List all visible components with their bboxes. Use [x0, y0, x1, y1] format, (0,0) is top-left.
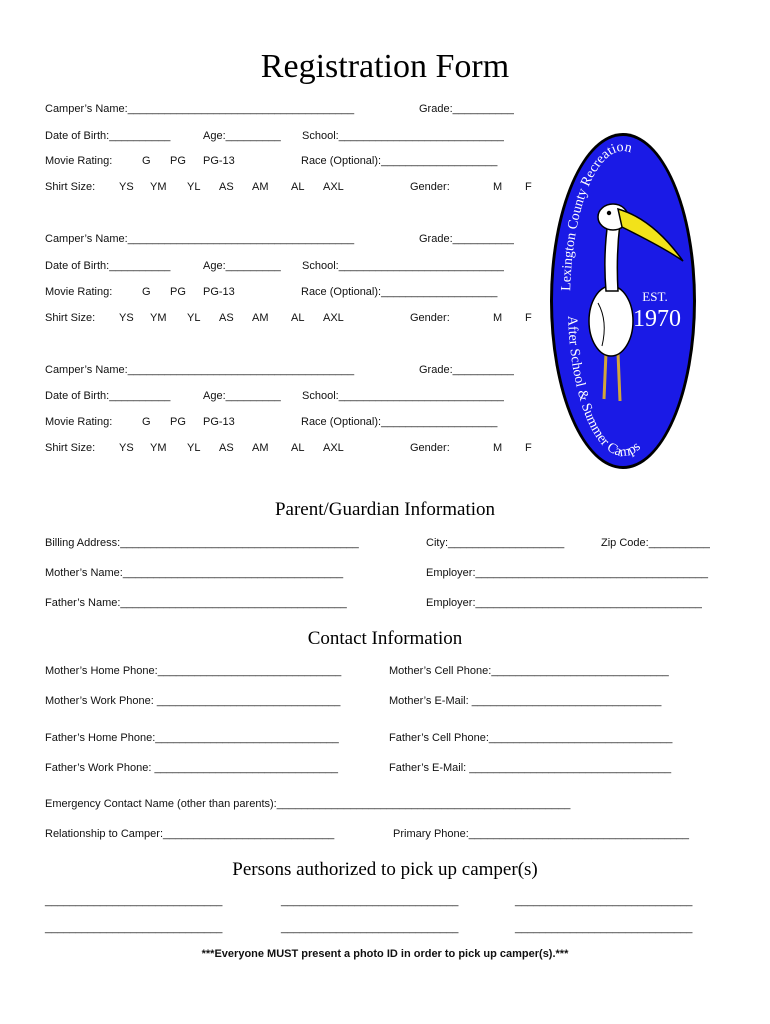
logo-est-text: EST.: [642, 289, 668, 304]
race-field[interactable]: Race (Optional):___________________: [301, 286, 498, 298]
mother-name-field[interactable]: Mother’s Name:____________________________________: [45, 567, 344, 579]
pickup-person-field[interactable]: _____________________________: [515, 895, 693, 907]
mother-home-phone-field[interactable]: Mother’s Home Phone:______________________________: [45, 665, 342, 677]
father-home-phone-field[interactable]: Father’s Home Phone:______________________________: [45, 732, 339, 744]
pickup-person-field[interactable]: _____________________________: [45, 922, 223, 934]
logo-year-text: 1970: [633, 306, 681, 332]
shirt-option-ym[interactable]: YM: [150, 312, 167, 324]
gender-label: Gender:: [410, 442, 450, 454]
billing-row: [45, 537, 735, 553]
pickup-person-field[interactable]: _____________________________: [45, 895, 223, 907]
race-field[interactable]: Race (Optional):___________________: [301, 155, 498, 167]
age-field[interactable]: Age:_________: [203, 130, 281, 142]
contact-information-heading: Contact Information: [307, 628, 463, 649]
shirt-option-al[interactable]: AL: [291, 442, 305, 454]
shirt-option-al[interactable]: AL: [291, 312, 305, 324]
dob-field[interactable]: Date of Birth:__________: [45, 130, 171, 142]
gender-option-f[interactable]: F: [525, 442, 532, 454]
gender-option-m[interactable]: M: [493, 312, 503, 324]
shirt-size-label: Shirt Size:: [45, 442, 96, 454]
shirt-option-ym[interactable]: YM: [150, 442, 167, 454]
gender-option-m[interactable]: M: [493, 181, 503, 193]
pickup-row-1: [45, 895, 735, 911]
shirt-option-axl[interactable]: AXL: [323, 181, 344, 193]
logo-arc-bottom-text: After School & Summer Camps: [564, 315, 644, 461]
form-title: Registration Form: [260, 48, 510, 85]
shirt-option-yl[interactable]: YL: [187, 181, 201, 193]
camper-name-field[interactable]: Camper’s Name:_____________________________________: [45, 364, 355, 376]
movie-rating-label: Movie Rating:: [45, 416, 113, 428]
relationship-row: [45, 828, 735, 844]
dob-field[interactable]: Date of Birth:__________: [45, 390, 171, 402]
father-email-field[interactable]: Father’s E-Mail: _________________________________: [389, 762, 672, 774]
mother-employer-field[interactable]: Employer:______________________________________: [426, 567, 708, 579]
shirt-option-yl[interactable]: YL: [187, 312, 201, 324]
shirt-option-as[interactable]: AS: [219, 312, 234, 324]
father-work-phone-field[interactable]: Father’s Work Phone: ______________________________: [45, 762, 338, 774]
mother-work-phone-field[interactable]: Mother’s Work Phone: ______________________________: [45, 695, 341, 707]
father-row: [45, 597, 735, 613]
shirt-option-am[interactable]: AM: [252, 442, 269, 454]
rating-option-pg13[interactable]: PG-13: [203, 155, 235, 167]
rating-option-g[interactable]: G: [142, 155, 151, 167]
shirt-option-am[interactable]: AM: [252, 181, 269, 193]
emergency-row: [45, 798, 735, 814]
shirt-option-al[interactable]: AL: [291, 181, 305, 193]
rating-option-pg[interactable]: PG: [170, 286, 186, 298]
shirt-size-label: Shirt Size:: [45, 181, 96, 193]
mother-cell-phone-field[interactable]: Mother’s Cell Phone:_____________________________: [389, 665, 669, 677]
movie-rating-label: Movie Rating:: [45, 286, 113, 298]
movie-rating-label: Movie Rating:: [45, 155, 113, 167]
shirt-option-ys[interactable]: YS: [119, 312, 134, 324]
age-field[interactable]: Age:_________: [203, 260, 281, 272]
grade-field[interactable]: Grade:__________: [419, 233, 514, 245]
pickup-person-field[interactable]: _____________________________: [281, 895, 459, 907]
camper-name-field[interactable]: Camper’s Name:_____________________________________: [45, 233, 355, 245]
gender-option-f[interactable]: F: [525, 181, 532, 193]
pickup-person-field[interactable]: _____________________________: [281, 922, 459, 934]
relationship-field[interactable]: Relationship to Camper:____________________________: [45, 828, 335, 840]
rating-option-pg[interactable]: PG: [170, 155, 186, 167]
pickup-person-field[interactable]: _____________________________: [515, 922, 693, 934]
lexington-county-recreation-logo: [548, 131, 698, 471]
gender-label: Gender:: [410, 312, 450, 324]
school-field[interactable]: School:___________________________: [302, 260, 504, 272]
grade-field[interactable]: Grade:__________: [419, 364, 514, 376]
mother-email-field[interactable]: Mother’s E-Mail: _______________________________: [389, 695, 662, 707]
camper-1-name-row: [45, 103, 735, 119]
father-cell-phone-field[interactable]: Father’s Cell Phone:______________________________: [389, 732, 673, 744]
billing-address-field[interactable]: Billing Address:_______________________________________: [45, 537, 359, 549]
grade-field[interactable]: Grade:__________: [419, 103, 514, 115]
shirt-option-ys[interactable]: YS: [119, 181, 134, 193]
parent-guardian-heading: Parent/Guardian Information: [274, 499, 495, 520]
shirt-option-axl[interactable]: AXL: [323, 442, 344, 454]
race-field[interactable]: Race (Optional):___________________: [301, 416, 498, 428]
mother-phone-row: [45, 665, 735, 681]
shirt-size-label: Shirt Size:: [45, 312, 96, 324]
father-work-row: [45, 762, 735, 778]
rating-option-g[interactable]: G: [142, 286, 151, 298]
rating-option-pg13[interactable]: PG-13: [203, 416, 235, 428]
rating-option-pg[interactable]: PG: [170, 416, 186, 428]
rating-option-pg13[interactable]: PG-13: [203, 286, 235, 298]
pickup-row-2: [45, 922, 735, 938]
dob-field[interactable]: Date of Birth:__________: [45, 260, 171, 272]
emergency-contact-field[interactable]: Emergency Contact Name (other than parents):________________________________________________: [45, 798, 571, 810]
shirt-option-as[interactable]: AS: [219, 442, 234, 454]
school-field[interactable]: School:___________________________: [302, 130, 504, 142]
father-employer-field[interactable]: Employer:_____________________________________: [426, 597, 702, 609]
mother-row: [45, 567, 735, 583]
gender-option-m[interactable]: M: [493, 442, 503, 454]
gender-label: Gender:: [410, 181, 450, 193]
father-name-field[interactable]: Father’s Name:_____________________________________: [45, 597, 347, 609]
shirt-option-yl[interactable]: YL: [187, 442, 201, 454]
pickup-heading: Persons authorized to pick up camper(s): [232, 859, 538, 880]
rating-option-g[interactable]: G: [142, 416, 151, 428]
camper-name-field[interactable]: Camper’s Name:_____________________________________: [45, 103, 355, 115]
logo-arc-top-text: Lexington County Recreation: [559, 139, 634, 292]
shirt-option-axl[interactable]: AXL: [323, 312, 344, 324]
primary-phone-field[interactable]: Primary Phone:____________________________________: [393, 828, 690, 840]
shirt-option-ym[interactable]: YM: [150, 181, 167, 193]
gender-option-f[interactable]: F: [525, 312, 532, 324]
shirt-option-as[interactable]: AS: [219, 181, 234, 193]
shirt-option-ys[interactable]: YS: [119, 442, 134, 454]
city-field[interactable]: City:___________________: [426, 537, 565, 549]
mother-work-row: [45, 695, 735, 711]
shirt-option-am[interactable]: AM: [252, 312, 269, 324]
zip-code-field[interactable]: Zip Code:__________: [601, 537, 710, 549]
age-field[interactable]: Age:_________: [203, 390, 281, 402]
school-field[interactable]: School:___________________________: [302, 390, 504, 402]
father-phone-row: [45, 732, 735, 748]
photo-id-note: ***Everyone MUST present a photo ID in order to pick up camper(s).***: [201, 948, 569, 960]
